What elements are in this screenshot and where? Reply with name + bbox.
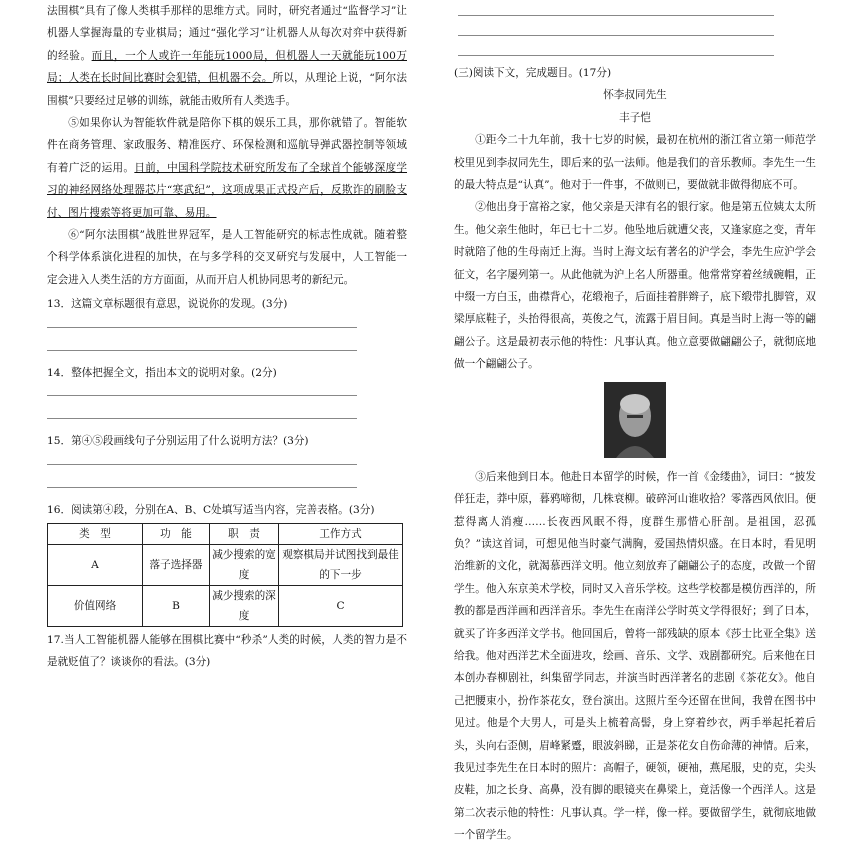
table-header: 功 能 (143, 523, 210, 544)
paragraph-6: ⑥“阿尔法围棋”战胜世界冠军，是人工智能研究的标志性成就。随着整个科学体系演化进程的加快，在与多学科的交叉研究与发展中，人工智能一定会进入人类生活的方方面面，从而开启人机协同思考的新纪元。 (47, 229, 407, 286)
section-heading: (三)阅读下文，完成题目。(17分) (454, 67, 612, 79)
answer-line[interactable] (47, 316, 357, 328)
answer-line[interactable] (47, 453, 357, 465)
answer-line[interactable] (47, 476, 357, 488)
article-title: 怀李叔同先生 (603, 89, 667, 102)
table-header: 工作方式 (279, 523, 403, 544)
table-cell: 减少搜索的宽度 (210, 544, 279, 585)
answer-line[interactable] (47, 407, 357, 419)
fill-in-table (47, 523, 403, 627)
text: ⑤如果你认为智能软件就是陪你下棋的娱乐工具，那你就错了。智能软件在商务管理、家政服务、精准医疗、环保检测和巡航导弹武器控制等领域有着广泛的运用。 (47, 117, 407, 174)
answer-line[interactable] (458, 40, 774, 56)
question-13: 13．这篇文章标题很有意思，说说你的发现。(3分) (47, 298, 288, 311)
question-17: 17.当人工智能机器人能够在围棋比赛中“秒杀”人类的时候，人类的智力是不是就贬值了？谈谈你的看法。(3分) (47, 633, 407, 669)
text: 法围棋”具有了像人类棋手那样的思维方式。同时，研究者通过“监督学习”让机器人掌握海量的专业棋局；通过“强化学习”让机器人从每次对弈中获得新的经验。 (47, 5, 407, 62)
answer-line[interactable] (47, 384, 357, 396)
table-cell-c[interactable]: C (279, 585, 403, 626)
paragraph-1: ①距今二十九年前，我十七岁的时候，最初在杭州的浙江省立第一师范学校里见到李叔同先生，即后来的弘一法师。他是我们的音乐教师。李先生一生的最大特点是“认真”。他对于一件事，不做则已，要做就非做得彻底不可。 (454, 134, 816, 192)
article-author: 丰子恺 (619, 111, 651, 124)
question-16: 16．阅读第④段，分别在A、B、C处填写适当内容，完善表格。(3分) (47, 503, 375, 516)
paragraph-4-continued (47, 0, 407, 112)
table-cell-a[interactable]: A (48, 544, 143, 585)
text: 所以，从理论上说，“阿尔法围棋”只要经过足够的训练，就能击败所有人类选手。 (47, 72, 407, 107)
table-header-row (48, 523, 403, 544)
portrait-photo (604, 382, 666, 458)
table-header: 职 责 (210, 523, 279, 544)
answer-line[interactable] (47, 339, 357, 351)
underlined-sentence-5: 日前，中国科学院技术研究所发布了全球首个能够深度学习的神经网络处理器芯片“寒武纪”，这项成果正式投产后，反欺诈的刷脸支付、图片搜索等将更加可靠、易用。 (47, 161, 408, 219)
question-15: 15．第④⑤段画线句子分别运用了什么说明方法？(3分) (47, 435, 309, 448)
paragraph-5 (47, 112, 407, 224)
paragraph-3: ③后来他到日本。他赴日本留学的时候，作一首《金缕曲》，词曰：“披发佯狂走，莽中原，暮鸦啼彻，几株衰柳。破碎河山谁收拾？零落西风依旧。便惹得离人消瘦……长夜西风眠不得，度群生那惜心肝剖。是祖国，忍孤负？”读这首词，可想见他当时豪气满胸，爱国热情炽盛。在日本时，看见明治维新的文化，就渴慕西洋文明。他立刻放弃了翩翩公子的态度，改做一个留学生。他入东京美术学校，同时又入音乐学校。这些学校都是模仿西洋的，所教的都是西洋画和西洋音乐。李先生在南洋公学时英文学得很好；到了日本，就买了许多西洋文学书。他回国后，曾将一部残缺的原本《莎士比亚全集》送给我。他对西洋艺术全面进攻，绘画、音乐、文学、戏剧都研究。后来他在日本创办春柳剧社，纠集留学同志，并演当时西洋著名的悲剧《茶花女》。他自己把腰束小，扮作茶花女，登台演出。这照片至今还留在世间，我曾在图书中见过。他是个大男人，可是头上梳着高髻，身上穿着纱衣，两手举起托着后头，头向右歪侧，眉峰紧蹙，眼波斜睇，正是茶花女自伤命薄的神情。后来，我见过李先生在日本时的照片：高帽子，硬领，硬袖，燕尾服，史的克，尖头皮鞋，加之长身、高鼻，没有脚的眼镜夹在鼻梁上，竟活像一个西洋人。这是第二次表示他的特性：凡事认真。学一样，像一样。要做留学生，就彻底地做一个留学生。 (454, 470, 816, 842)
right-column (454, 0, 816, 847)
answer-line[interactable] (458, 0, 774, 16)
answer-line[interactable] (458, 20, 774, 36)
table-cell-b[interactable]: B (143, 585, 210, 626)
underlined-sentence-4: 而且，一个人或许一年能玩1000局，但机器人一天就能玩100万局；人类在长时间比赛时会犯错，但机器不会。 (47, 49, 407, 85)
table-row (48, 544, 403, 585)
table-cell: 价值网络 (48, 585, 143, 626)
paragraph-2: ②他出身于富裕之家，他父亲是天津有名的银行家。他是第五位姨太太所生。他父亲生他时，年已七十二岁。他坠地后就遭父丧，又逢家庭之变，青年时就陪了他的生母南迁上海。当时上海文坛有著名的沪学会，李先生应沪学会征文，名字屡列第一。从此他就为沪上名人所器重。他常常穿着丝绒碗帽，正中缀一方白玉，曲襟背心，花缎袍子，后面挂着胖辫子，底下缎带扎脚管，双梁厚底鞋子，头抬得很高，英俊之气，流露于眉目间。真是当时上海一等的翩翩公子。这是最初表示他的特性：凡事认真。他立意要做翩翩公子，就彻底地做一个翩翩公子。 (454, 201, 816, 371)
table-row (48, 585, 403, 626)
table-cell: 观察棋局并试图找到最佳的下一步 (279, 544, 403, 585)
question-14: 14．整体把握全文，指出本文的说明对象。(2分) (47, 366, 277, 379)
table-cell: 减少搜索的深度 (210, 585, 279, 626)
table-cell: 落子选择器 (143, 544, 210, 585)
table-header: 类 型 (48, 523, 143, 544)
left-column (47, 0, 407, 674)
